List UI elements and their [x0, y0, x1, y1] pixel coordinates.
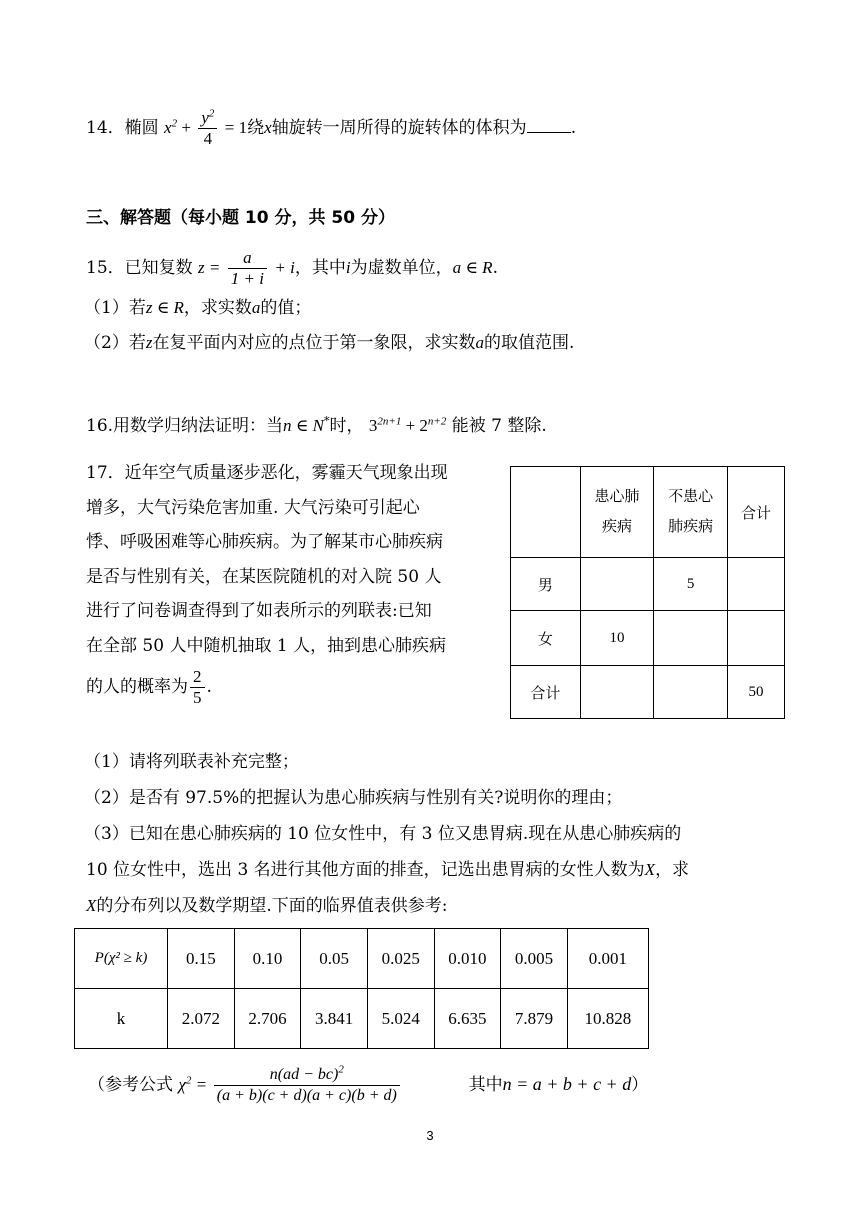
table-cell: 合计	[727, 467, 784, 558]
n-definition: n = a + b + c + d	[502, 1074, 632, 1094]
complex-fraction: $\frac{a}{1 + i}$	[228, 248, 267, 289]
table-cell: 0.010	[434, 929, 501, 989]
q17-part1: （1）请将列联表补充完整；	[84, 752, 299, 772]
page-number: 3	[426, 1128, 434, 1143]
var-x: X	[644, 860, 656, 879]
axis-var: x	[264, 118, 272, 137]
n-in-n: n ∈ N	[283, 416, 324, 435]
table-cell	[511, 467, 581, 558]
table-cell: 患心肺 疾病	[580, 467, 654, 558]
critical-value-table	[74, 928, 649, 1049]
section-heading: 三、解答题（每小题 10 分，共 50 分）	[86, 208, 395, 228]
table-row	[75, 929, 649, 989]
q15-end: .	[492, 258, 498, 278]
z-in-r: z ∈ R	[145, 298, 184, 317]
z-eq: z =	[198, 258, 221, 277]
probability-fraction: $\frac{2}{5}$	[190, 667, 205, 708]
part3-text-b: ，求	[655, 860, 690, 880]
question-14	[86, 108, 576, 149]
q17-end: .	[206, 677, 212, 697]
q17-line	[86, 667, 506, 708]
plus-i: + i	[274, 258, 295, 277]
chi-square-fraction: $\frac{n(ad - bc)^2}{(a + b)(c + d)(a + c)(b + d)}$	[214, 1065, 400, 1106]
table-cell: k	[75, 989, 168, 1049]
table-cell: 50	[727, 666, 784, 719]
q15-text-b: ，其中	[294, 258, 346, 278]
var-a: a	[475, 333, 484, 352]
table-cell: 10	[580, 611, 654, 666]
q17-line: 是否与性别有关，在某医院随机的对入院 50 人	[86, 566, 442, 587]
contingency-table	[510, 466, 785, 719]
formula-mid: 其中	[468, 1075, 503, 1095]
table-cell: 0.15	[168, 929, 235, 989]
part-mid: ，求实数	[183, 298, 252, 318]
table-cell	[727, 558, 784, 611]
q16-text-c: 能被 7 整除.	[451, 416, 547, 436]
star-superscript: *	[323, 414, 330, 428]
question-16	[86, 414, 547, 438]
formula-prefix: （参考公式	[88, 1075, 173, 1095]
table-cell: 7.879	[501, 989, 568, 1049]
q15-part2	[84, 331, 574, 355]
table-cell: 男	[511, 558, 581, 611]
table-cell: 0.005	[501, 929, 568, 989]
q14-end: .	[570, 118, 577, 138]
chi-square-symbol: $\chi^2$	[178, 1074, 192, 1094]
ellipse-fraction: $\frac{y^2}{4}$	[198, 108, 217, 149]
table-cell	[580, 666, 654, 719]
part-mid: 在复平面内对应的点位于第一象限，求实数	[152, 333, 476, 353]
a-in-r: a ∈ R	[452, 258, 493, 277]
question-17-intro	[86, 456, 506, 708]
var-a: a	[251, 298, 261, 317]
part-suffix: 的值；	[260, 298, 312, 318]
table-cell: P(χ² ≥ k)	[75, 929, 168, 989]
table-cell: 5	[654, 558, 728, 611]
q17-part3-line2	[86, 858, 689, 882]
q17-part2: （2）是否有 97.5%的把握认为患心肺疾病与性别有关?说明你的理由；	[84, 788, 623, 808]
var-z: z	[145, 333, 153, 352]
table-cell: 0.025	[367, 929, 434, 989]
q15-text-c: 为虚数单位，	[350, 258, 453, 278]
q14-text-b: 绕	[247, 118, 265, 138]
table-cell: 3.841	[301, 989, 368, 1049]
ellipse-x-term: $x^2$ +	[164, 117, 191, 137]
q17-part3-line1: （3）已知在患心肺疾病的 10 位女性中，有 3 位又患胃病.现在从患心肺疾病的	[84, 824, 682, 844]
q17-line: 增多，大气污染危害加重. 大气污染可引起心	[86, 497, 420, 518]
q16-text-b: 时，	[329, 416, 364, 436]
part3-text-c: 的分布列以及数学期望.下面的临界值表供参考:	[96, 896, 448, 916]
table-cell: 2.072	[168, 989, 235, 1049]
part-suffix: 的取值范围.	[483, 333, 575, 353]
table-row	[511, 611, 785, 666]
table-header-row	[511, 467, 785, 558]
table-cell: 0.10	[234, 929, 301, 989]
question-15	[86, 248, 498, 289]
q17-line: 17．近年空气质量逐步恶化，雾霾天气现象出现	[86, 463, 448, 483]
var-x: X	[86, 896, 97, 915]
part3-text: 10 位女性中，选出 3 名进行其他方面的排查，记选出患胃病的女性人数为	[86, 860, 645, 880]
table-cell: 5.024	[367, 989, 434, 1049]
q16-text: 16.用数学归纳法证明：当	[86, 416, 284, 436]
power-expression: $3^{2n+1} + 2^{n+2}$	[368, 415, 447, 435]
i-symbol: i	[345, 258, 351, 277]
table-cell: 2.706	[234, 989, 301, 1049]
table-cell: 0.05	[301, 929, 368, 989]
table-row	[511, 666, 785, 719]
q17-line: 在全部 50 人中随机抽取 1 人，抽到患心肺疾病	[86, 635, 447, 656]
part-prefix: （1）若	[84, 298, 146, 318]
table-cell: 10.828	[567, 989, 648, 1049]
reference-formula: （参考公式 $\chi^2$ = $\frac{n(ad - bc)^2}{(a + b)(c + d)(a + c)(b + d)}$ 其中n = a + b + c + d）	[88, 1063, 649, 1104]
table-cell	[654, 666, 728, 719]
table-cell	[727, 611, 784, 666]
table-cell	[580, 558, 654, 611]
table-cell: 0.001	[567, 929, 648, 989]
question-number: 14．	[86, 118, 125, 138]
q15-part1	[84, 296, 311, 320]
q17-prob-text: 的人的概率为	[86, 677, 188, 697]
part-prefix: （2）若	[84, 333, 146, 353]
q17-part3-line3	[86, 894, 448, 918]
table-cell	[654, 611, 728, 666]
table-row	[75, 989, 649, 1049]
table-cell: 合计	[511, 666, 581, 719]
table-cell: 不患心 肺疾病	[654, 467, 728, 558]
table-cell: 女	[511, 611, 581, 666]
formula-end: ）	[631, 1075, 649, 1095]
q15-text: 已知复数	[124, 258, 193, 278]
q14-text: 椭圆	[124, 118, 159, 138]
q14-text-c: 轴旋转一周所得的旋转体的体积为	[271, 118, 527, 138]
table-cell: 6.635	[434, 989, 501, 1049]
answer-blank[interactable]	[527, 118, 571, 133]
q17-line: 进行了问卷调查得到了如表所示的列联表:已知	[86, 601, 432, 621]
question-number: 15．	[86, 258, 125, 278]
ellipse-equals: = 1	[224, 118, 248, 137]
q17-line: 悸、呼吸困难等心肺疾病。为了解某市心肺疾病	[86, 532, 443, 552]
table-row	[511, 558, 785, 611]
